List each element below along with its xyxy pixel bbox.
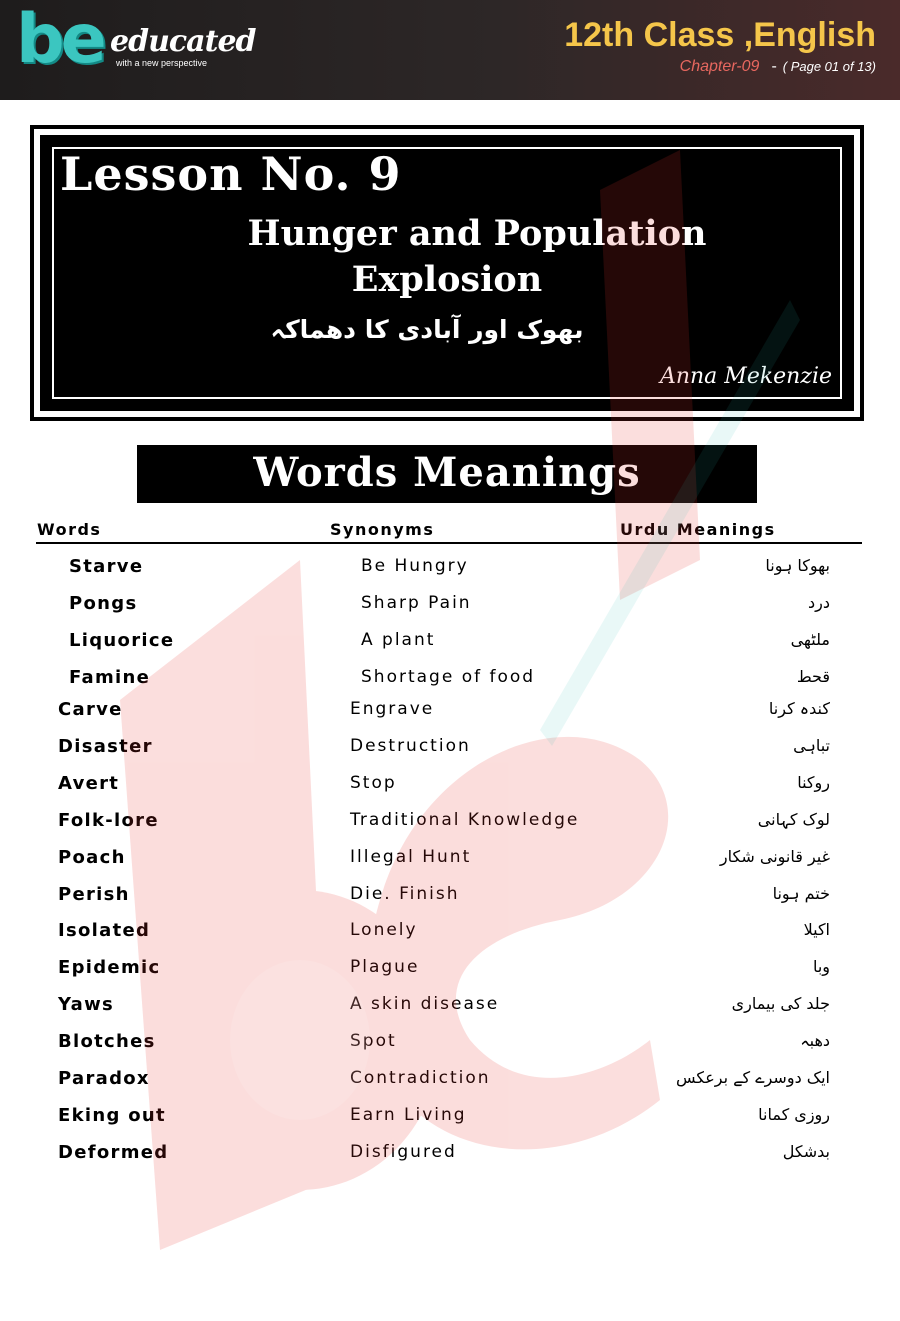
table-row <box>0 593 900 623</box>
synonym-cell: Traditional Knowledge <box>350 810 580 830</box>
table-row <box>0 957 900 987</box>
logo-tagline: with a new perspective <box>116 58 208 68</box>
word-cell: Starve <box>69 556 144 577</box>
lesson-title-inner-border <box>52 147 842 399</box>
urdu-cell: دھبہ <box>800 1031 830 1050</box>
column-header-words: Words <box>37 520 102 539</box>
table-row <box>0 810 900 840</box>
word-cell: Yaws <box>58 994 115 1015</box>
table-row <box>0 1142 900 1172</box>
urdu-cell: تباہی <box>793 736 830 755</box>
urdu-cell: کندہ کرنا <box>768 699 830 718</box>
table-row <box>0 699 900 729</box>
page-info <box>680 58 876 76</box>
synonym-cell: Illegal Hunt <box>350 847 472 867</box>
table-row <box>0 1031 900 1061</box>
table-row <box>0 630 900 660</box>
synonym-cell: Earn Living <box>350 1105 467 1125</box>
urdu-cell: روزی کمانا <box>758 1105 830 1124</box>
page-counter: ( Page 01 of 13) <box>782 59 876 74</box>
lesson-title-box <box>30 125 864 421</box>
logo-be-mark: be <box>16 0 103 79</box>
synonym-cell: Sharp Pain <box>361 593 472 613</box>
synonym-cell: Die. Finish <box>350 884 460 904</box>
word-cell: Pongs <box>69 593 138 614</box>
lesson-number: Lesson No. 9 <box>60 147 402 201</box>
table-row <box>0 736 900 766</box>
word-cell: Liquorice <box>69 630 175 651</box>
urdu-cell: جلد کی بیماری <box>731 994 830 1013</box>
word-cell: Perish <box>58 884 130 905</box>
synonym-cell: A skin disease <box>350 994 500 1014</box>
word-cell: Carve <box>58 699 123 720</box>
urdu-cell: درد <box>808 593 830 612</box>
table-row <box>0 847 900 877</box>
table-row <box>0 773 900 803</box>
synonym-cell: Disfigured <box>350 1142 457 1162</box>
synonym-cell: Destruction <box>350 736 471 756</box>
table-row <box>0 667 900 697</box>
urdu-cell: روکنا <box>797 773 830 792</box>
urdu-cell: قحط <box>796 667 830 686</box>
urdu-cell: لوک کہانی <box>757 810 830 829</box>
page-header <box>0 0 900 100</box>
lesson-author: Anna Mekenzie <box>659 364 832 389</box>
word-cell: Eking out <box>58 1105 166 1126</box>
synonym-cell: Plague <box>350 957 420 977</box>
table-row <box>0 920 900 950</box>
table-row <box>0 556 900 586</box>
word-cell: Avert <box>58 773 120 794</box>
words-meanings-banner <box>137 445 757 503</box>
synonym-cell: Engrave <box>350 699 435 719</box>
word-cell: Isolated <box>58 920 151 941</box>
synonym-cell: Contradiction <box>350 1068 491 1088</box>
word-cell: Poach <box>58 847 126 868</box>
separator-dash: - <box>771 58 777 75</box>
column-header-synonyms: Synonyms <box>330 520 435 539</box>
urdu-cell: بدشکل <box>782 1142 830 1161</box>
synonym-cell: Shortage of food <box>361 667 536 687</box>
word-cell: Folk-lore <box>58 810 159 831</box>
table-row <box>0 1105 900 1135</box>
word-cell: Deformed <box>58 1142 169 1163</box>
class-subject-title: 12th Class ,English <box>564 16 876 54</box>
synonym-cell: Spot <box>350 1031 397 1051</box>
urdu-cell: غیر قانونی شکار <box>719 847 830 866</box>
beeducated-logo[interactable] <box>10 0 256 96</box>
urdu-cell: وبا <box>812 957 830 976</box>
synonym-cell: Stop <box>350 773 397 793</box>
lesson-title-line2: Explosion <box>351 259 543 300</box>
word-cell: Famine <box>69 667 151 688</box>
urdu-cell: بھوکا ہونا <box>765 556 830 575</box>
word-cell: Blotches <box>58 1031 156 1052</box>
word-cell: Epidemic <box>58 957 161 978</box>
section-title: Words Meanings <box>253 449 641 496</box>
urdu-cell: ختم ہونا <box>772 884 830 903</box>
table-row <box>0 994 900 1024</box>
synonym-cell: Lonely <box>350 920 418 940</box>
urdu-cell: ملٹھی <box>790 630 830 649</box>
urdu-cell: ایک دوسرے کے برعکس <box>676 1068 830 1087</box>
logo-wordmark: educated <box>110 24 256 59</box>
lesson-title-panel <box>40 135 854 411</box>
table-row <box>0 1068 900 1098</box>
synonym-cell: A plant <box>361 630 436 650</box>
lesson-title-line1: Hunger and Population <box>247 213 707 254</box>
urdu-cell: اکیلا <box>803 920 830 939</box>
word-cell: Paradox <box>58 1068 150 1089</box>
chapter-label: Chapter-09 <box>679 58 760 75</box>
synonym-cell: Be Hungry <box>361 556 469 576</box>
header-divider <box>36 542 862 544</box>
word-cell: Disaster <box>58 736 153 757</box>
lesson-urdu-title: بھوک اور آبادی کا دھماکہ <box>270 315 584 344</box>
column-header-urdu: Urdu Meanings <box>620 520 776 539</box>
table-row <box>0 884 900 914</box>
